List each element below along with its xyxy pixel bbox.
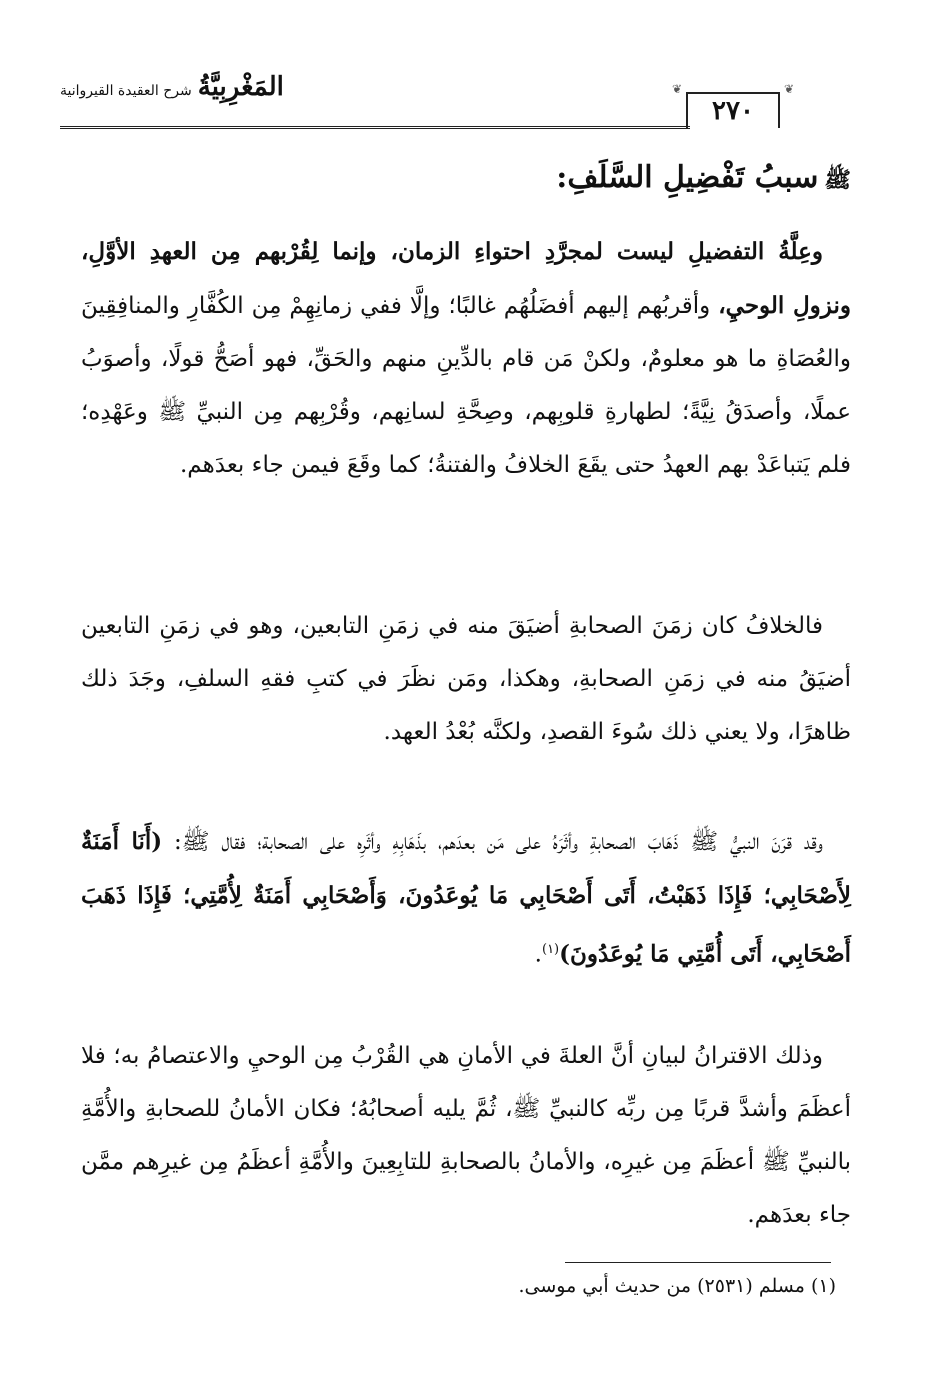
- footnote: [96, 1275, 836, 1297]
- paragraph-1-rest: وأقربُهم إليهم أفضَلُهُم غالبًا؛ وإلَّا ففي زمانِهِمْ مِن الكُفَّارِ والمنافِقِينَ والعُصَاةِ ما هو معلومٌ، ولكنْ مَن قام بالدِّينِ منهم والحَقِّ، فهو أصَحُّ قولًا، وأصوَبُ عملًا، وأصدَقُ نِيَّةً؛ لطهارةِ قلوبِهم، وصِحَّةِ لسانِهم، وقُرْبِهم مِن النبيِّ ﷺ وعَهْدِه؛ فلم يَتباعَدْ بهم العهدُ حتى يقَعَ الخلافُ والفتنةُ؛ كما وقَعَ فيمن جاء بعدَهم.: [81, 293, 851, 478]
- running-header: [60, 70, 860, 130]
- ornament-icon: ❦: [783, 82, 794, 96]
- running-title: [60, 72, 284, 102]
- paragraph-3-end: .: [534, 941, 542, 968]
- paragraph-1-bold: وعِلَّةُ التفضيلِ ليست لمجرَّدِ احتواءِ الزمان، وإنما لِقُرْبهم مِن العهدِ الأوَّلِ، ونزولِ الوحيِ،: [81, 238, 851, 319]
- paragraph-4-text: وذلك الاقترانُ لبيانِ أنَّ العلةَ في الأمانِ هي القُرْبُ مِن الوحيِ والاعتصامُ به؛ فلا أعظَمَ وأشدَّ قربًا مِن ربِّه كالنبيِّ ﷺ، ثُمَّ يليه أصحابُهُ؛ فكان الأمانُ للصحابةِ والأُمَّةِ بالنبيِّ ﷺ أعظَمَ مِن غيرِه، والأمانُ بالصحابةِ للتابِعِينَ والأُمَّةِ أعظَمُ مِن غيرِهم ممَّن جاء بعدَهم.: [81, 1043, 851, 1228]
- paragraph-2: [81, 600, 851, 759]
- paragraph-3: [81, 815, 851, 982]
- footnote-rule: [565, 1262, 831, 1263]
- footnote-number: (١): [810, 1275, 836, 1297]
- heading-mark-icon: ﷺ: [824, 167, 851, 193]
- paragraph-2-text: فالخلافُ كان زمَنَ الصحابةِ أضيَقَ منه في زمَنِ التابعين، وهو في زمَنِ التابعين أضيَقُ منه في زمَنِ الصحابةِ، وهكذا، ومَن نظَرَ في كتبِ فقهِ السلفِ، وجَدَ ذلك ظاهرًا، ولا يعني ذلك سُوءَ القصدِ، ولكنَّه بُعْدُ العهد.: [81, 613, 851, 745]
- paragraph-1: [81, 225, 851, 492]
- section-heading: [81, 160, 851, 198]
- paragraph-3-intro: وقد قرَنَ النبيُّ ﷺ ذَهَابَ الصحابةِ وأثَرَهُ على مَن بعدَهم، بذَهَابِهِ وأثَرِه على الصحابة؛ فقال ﷺ:: [162, 829, 823, 855]
- paragraph-4: [81, 1030, 851, 1242]
- header-rule: [60, 126, 690, 129]
- footnote-text: مسلم (٢٥٣١) من حديث أبي موسى.: [518, 1275, 805, 1297]
- running-title-main: المَغْرِبِيَّةُ: [197, 72, 284, 102]
- page-number-frame: [672, 82, 794, 128]
- hadith-quote: (أَنَا أَمَنَةٌ لِأَصْحَابِي؛ فَإِذَا ذَهَبْتُ، أَتَى أَصْحَابِي مَا يُوعَدُونَ، وَأَصْحَابِي أَمَنَةٌ لِأُمَّتِي؛ فَإِذَا ذَهَبَ أَصْحَابِي، أَتَى أُمَّتِي مَا يُوعَدُونَ): [81, 828, 851, 968]
- ornament-icon: ❦: [672, 82, 683, 96]
- footnote-ref[interactable]: (١): [541, 942, 560, 957]
- running-title-sub: شرح العقيدة القيروانية: [60, 83, 192, 99]
- page-number: ٢٧٠: [712, 96, 754, 126]
- heading-text: سببُ تَفْضِيلِ السَّلَفِ:: [556, 160, 819, 195]
